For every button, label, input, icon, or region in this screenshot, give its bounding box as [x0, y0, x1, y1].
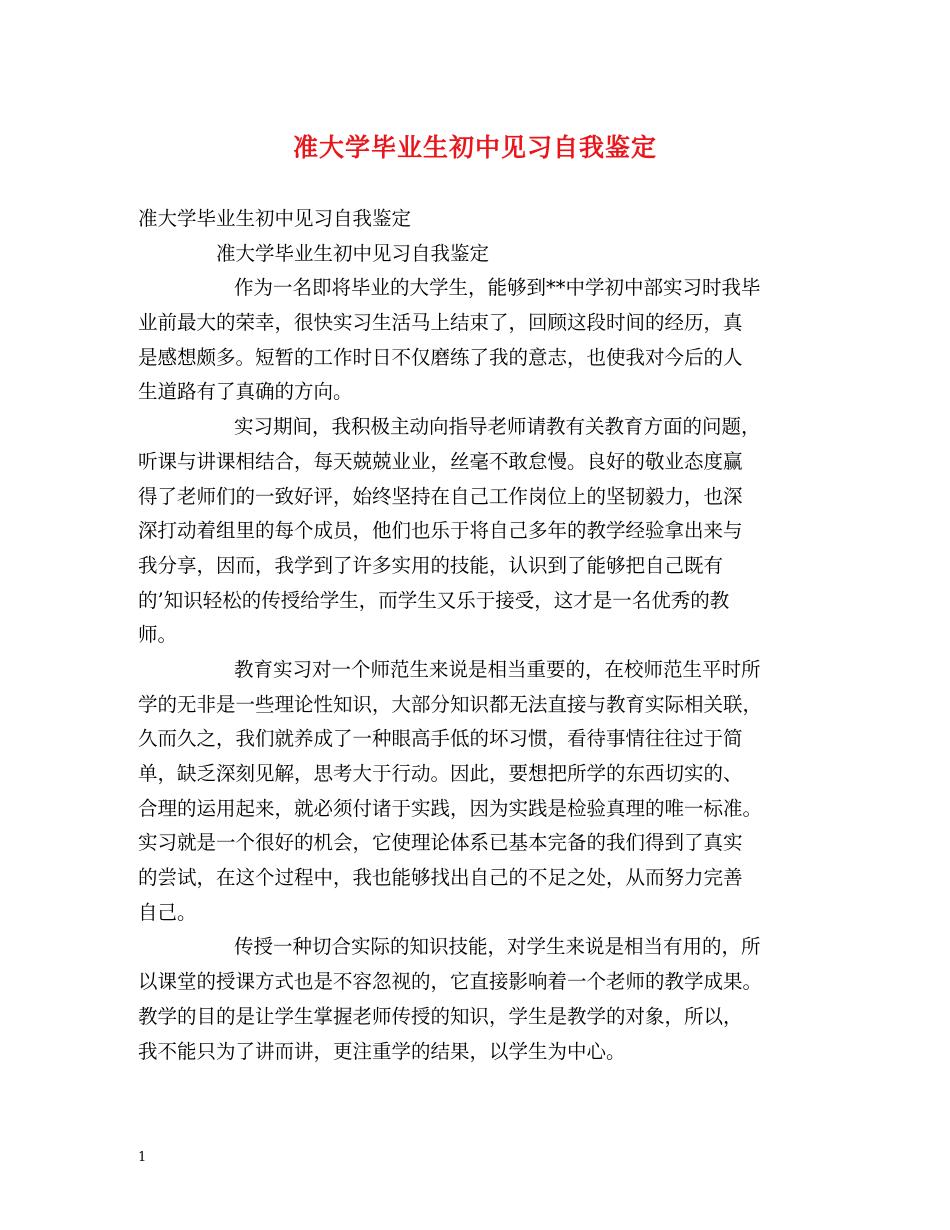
paragraph-line: 是感想颇多。短暂的工作时日不仅磨练了我的意志，也使我对今后的人	[138, 345, 743, 369]
paragraph-line: 教学的目的是让学生掌握老师传授的知识，学生是教学的对象，所以，	[138, 1004, 743, 1028]
paragraph-line: 传授一种切合实际的知识技能，对学生来说是相当有用的，所	[234, 935, 761, 959]
paragraph-line: 实习期间，我积极主动向指导老师请教有关教育方面的问题，	[234, 415, 761, 439]
paragraph-line: 的’知识轻松的传授给学生，而学生又乐于接受，这才是一名优秀的教	[138, 588, 730, 612]
subheading-line: 准大学毕业生初中见习自我鉴定	[216, 241, 490, 265]
paragraph-line: 自己。	[138, 900, 197, 924]
paragraph-line: 教育实习对一个师范生来说是相当重要的，在校师范生平时所	[234, 657, 761, 681]
paragraph-line: 作为一名即将毕业的大学生，能够到**中学初中部实习时我毕	[234, 276, 761, 300]
document-title: 准大学毕业生初中见习自我鉴定	[292, 133, 657, 162]
paragraph-line: 我不能只为了讲而讲，更注重学的结果，以学生为中心。	[138, 1039, 626, 1063]
page-number: 1	[138, 1150, 147, 1165]
paragraph-line: 的尝试，在这个过程中，我也能够找出自己的不足之处，从而努力完善	[138, 866, 743, 890]
paragraph	[138, 271, 828, 410]
paragraph	[138, 930, 828, 1069]
paragraph-line: 久而久之，我们就养成了一种眼高手低的坏习惯，看待事情往往过于简	[138, 727, 743, 751]
paragraph-line: 师。	[138, 623, 178, 647]
paragraph-line: 以课堂的授课方式也是不容忽视的，它直接影响着一个老师的教学成果。	[138, 970, 763, 994]
paragraph	[138, 653, 828, 931]
document-body	[138, 202, 828, 1069]
heading-line: 准大学毕业生初中见习自我鉴定	[138, 207, 412, 230]
paragraph-line: 学的无非是一些理论性知识，大部分知识都无法直接与教育实际相关联，	[138, 692, 763, 716]
paragraph-line: 生道路有了真确的方向。	[138, 380, 353, 404]
paragraph-line: 单，缺乏深刻见解，思考大于行动。因此，要想把所学的东西切实的、	[138, 762, 743, 785]
paragraph-line: 业前最大的荣幸，很快实习生活马上结束了，回顾这段时间的经历，真	[138, 311, 743, 335]
paragraph-line: 得了老师们的一致好评，始终坚持在自己工作岗位上的坚韧毅力，也深	[138, 484, 743, 508]
paragraph-line: 合理的运用起来，就必须付诸于实践，因为实践是检验真理的唯一标准。	[138, 796, 763, 820]
paragraph-line: 深打动着组里的每个成员，他们也乐于将自己多年的教学经验拿出来与	[138, 519, 743, 543]
paragraph	[138, 410, 828, 653]
paragraph-line: 实习就是一个很好的机会，它使理论体系已基本完备的我们得到了真实	[138, 831, 743, 855]
paragraph-line: 我分享，因而，我学到了许多实用的技能，认识到了能够把自己既有	[138, 553, 724, 577]
paragraph-line: 听课与讲课相结合，每天兢兢业业，丝毫不敢怠慢。良好的敬业态度赢	[138, 449, 743, 473]
